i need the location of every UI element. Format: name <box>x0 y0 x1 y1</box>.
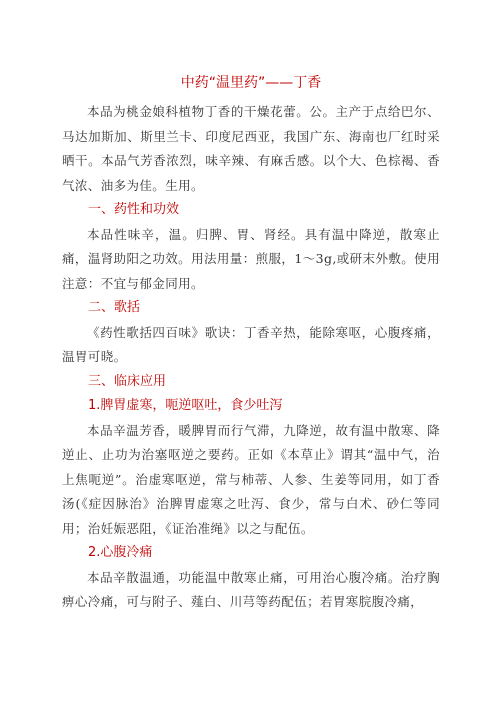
section-heading-clinical: 三、临床应用 <box>88 373 167 389</box>
intro-paragraph: 本品为桃金娘科植物丁香的干燥花蕾。公。主产于点给巴尔、马达加斯加、斯里兰卡、印度尼西亚，我国广东、海南也厂红时采晒干。本品气芳香浓烈，味辛辣、有麻舌感。以个大、色棕褐、香气浓、油多为佳。生用。 <box>62 104 440 193</box>
subsection-heading-spleen-stomach: 1.脾胃虚寒，呃逆呕吐，食少吐泻 <box>88 398 283 413</box>
verse-paragraph: 《药性歌括四百味》歌诀：丁香辛热，能除寒呕，心腹疼痛，温胃可晓。 <box>62 324 440 364</box>
document-title: 中药“温里药”——丁香 <box>180 75 322 91</box>
section-heading-verse: 二、歌括 <box>88 300 141 315</box>
spleen-stomach-paragraph: 本品辛温芳香，暖脾胃而行气滞，九降逆，故有温中散寒、降逆止、止功为治塞呕逆之要药。正如《本草止》谓其“温中气，治上焦呃逆”。治虚寒呕逆，常与柿蒂、人参、生姜等同用，如丁香汤(《症因脉治》治脾胃虚寒之吐泻、食少，常与白术、砂仁等同用；治妊娠恶阻，《证治准绳》以之与配伍。 <box>62 422 440 536</box>
section-heading-properties: 一、药性和功效 <box>88 202 180 217</box>
properties-paragraph: 本品性味辛，温。归脾、胃、肾经。具有温中降逆，散寒止痛，温肾助阳之功效。用法用量：煎服，1～3g,或研末外敷。使用注意：不宜与郁金同用。 <box>62 226 440 291</box>
abdominal-pain-paragraph: 本品辛散温通，功能温中散寒止痛，可用治心腹冷痛。治疗胸痹心冷痛，可与附子、薤白、川芎等药配伍；若胃寒脘腹冷痛， <box>62 569 440 609</box>
subsection-heading-abdominal-pain: 2.心腹冷痛 <box>88 545 153 560</box>
document-content <box>62 72 440 615</box>
